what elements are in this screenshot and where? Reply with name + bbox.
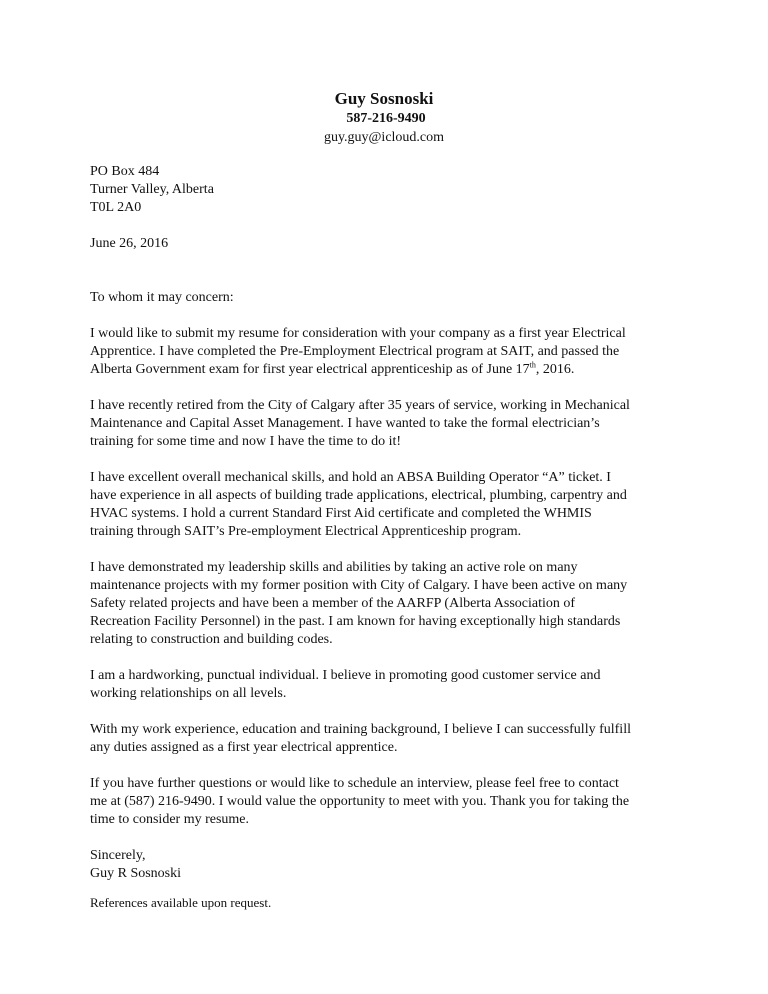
paragraph-5 xyxy=(90,667,680,703)
paragraph-line: training for some time and now I have the time to do it! xyxy=(90,434,402,449)
paragraph-7 xyxy=(90,775,680,829)
salutation: To whom it may concern: xyxy=(90,290,234,305)
paragraph-1 xyxy=(90,325,680,379)
sender-name: Guy Sosnoski xyxy=(334,89,434,108)
paragraph-line: I have demonstrated my leadership skills and abilities by taking an active role on many xyxy=(90,560,578,575)
paragraph-line: I have excellent overall mechanical skills, and hold an ABSA Building Operator “A” ticket. I xyxy=(90,470,611,485)
closing xyxy=(90,847,680,883)
paragraph-line: With my work experience, education and training background, I believe I can successfully fulfill xyxy=(90,722,631,737)
letter-header xyxy=(0,88,768,147)
paragraph-line: If you have further questions or would like to schedule an interview, please feel free to contact xyxy=(90,776,619,791)
signature-name: Guy R Sosnoski xyxy=(90,866,182,881)
paragraph-line: Alberta Government exam for first year electrical apprenticeship as of June 17th, 2016. xyxy=(90,360,575,377)
address-line-2: Turner Valley, Alberta xyxy=(90,182,214,197)
paragraph-line: I am a hardworking, punctual individual. I believe in promoting good customer service and xyxy=(90,668,601,683)
references-note: References available upon request. xyxy=(90,895,272,910)
paragraph-6 xyxy=(90,721,680,757)
paragraph-2 xyxy=(90,397,680,451)
paragraph-line: relating to construction and building codes. xyxy=(90,632,333,647)
paragraph-line: I have recently retired from the City of Calgary after 35 years of service, working in Mechanical xyxy=(90,398,630,413)
sign-off: Sincerely, xyxy=(90,848,146,863)
letter-date: June 26, 2016 xyxy=(90,236,169,251)
letter-body xyxy=(90,163,680,912)
ordinal-suffix: th xyxy=(529,360,536,370)
paragraph-line: maintenance projects with my former position with City of Calgary. I have been active on many xyxy=(90,578,628,593)
paragraph-line: I would like to submit my resume for consideration with your company as a first year Electrical xyxy=(90,326,626,341)
paragraph-line: training through SAIT’s Pre-employment Electrical Apprenticeship program. xyxy=(90,524,522,539)
sender-email: guy.guy@icloud.com xyxy=(323,130,445,145)
address-line-1: PO Box 484 xyxy=(90,164,160,179)
paragraph-3 xyxy=(90,469,680,541)
paragraph-line: any duties assigned as a first year electrical apprentice. xyxy=(90,740,398,755)
paragraph-line: have experience in all aspects of building trade applications, electrical, plumbing, carpentry and xyxy=(90,488,627,503)
paragraph-line: time to consider my resume. xyxy=(90,812,250,827)
paragraph-line: Safety related projects and have been a member of the AARFP (Alberta Association of xyxy=(90,596,576,611)
paragraph-line: working relationships on all levels. xyxy=(90,686,287,701)
paragraph-line: me at (587) 216-9490. I would value the opportunity to meet with you. Thank you for taking the xyxy=(90,794,630,809)
paragraph-line: Apprentice. I have completed the Pre-Employment Electrical program at SAIT, and passed the xyxy=(90,344,620,359)
sender-address xyxy=(90,163,680,217)
paragraph-line: HVAC systems. I hold a current Standard First Aid certificate and completed the WHMIS xyxy=(90,506,592,521)
paragraph-line: Recreation Facility Personnel) in the past. I am known for having exceptionally high standards xyxy=(90,614,621,629)
sender-phone: 587-216-9490 xyxy=(346,111,426,126)
paragraph-4 xyxy=(90,559,680,649)
address-line-3: T0L 2A0 xyxy=(90,200,142,215)
paragraph-line: Maintenance and Capital Asset Management. I have wanted to take the formal electrician’s xyxy=(90,416,600,431)
